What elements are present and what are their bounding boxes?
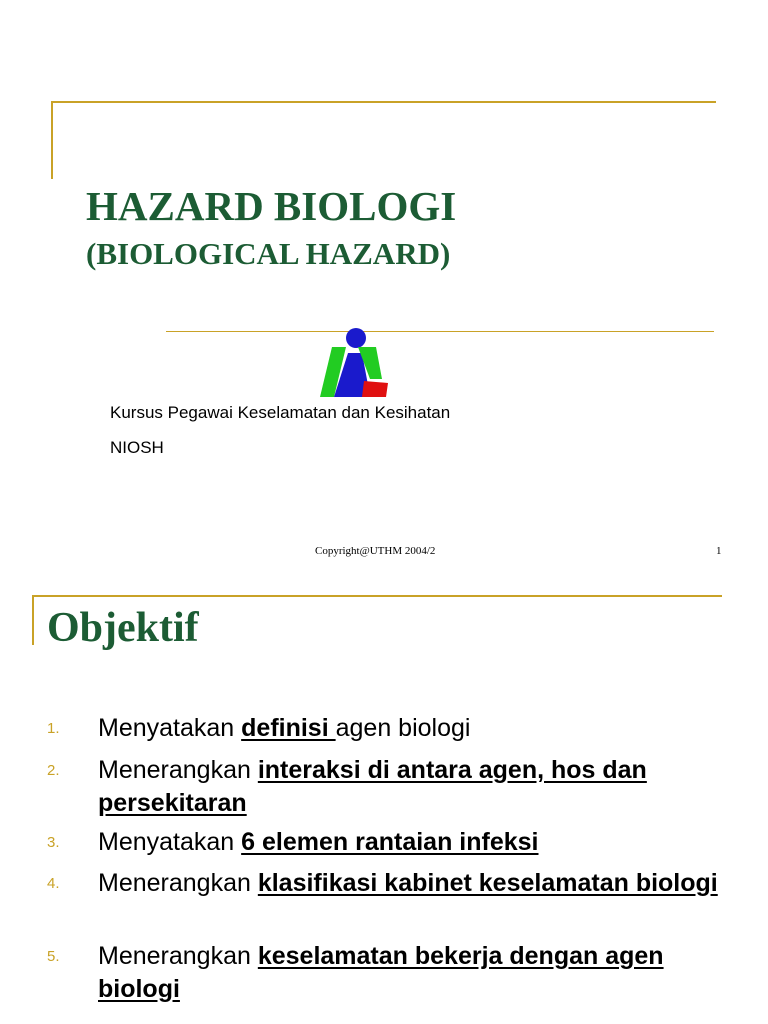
left-rule	[32, 595, 34, 645]
item-prefix: Menyatakan	[98, 714, 242, 742]
item-text	[98, 754, 738, 820]
item-prefix: Menerangkan	[98, 869, 258, 897]
logo-blue-dot	[346, 328, 366, 348]
item-number: 1.	[47, 720, 60, 737]
slide-subtitle: (BIOLOGICAL HAZARD)	[86, 236, 451, 271]
slide-title: Objektif	[47, 605, 199, 651]
item-keyword: definisi	[241, 714, 336, 742]
item-keyword: keselamatan bekerja dengan agen biologi	[98, 942, 664, 1003]
item-keyword: 6 elemen rantaian infeksi	[241, 828, 539, 856]
copyright-footer: Copyright@UTHM 2004/2	[315, 545, 436, 557]
left-rule	[51, 101, 53, 179]
item-number: 5.	[47, 948, 60, 965]
course-name: Kursus Pegawai Keselamatan dan Kesihatan	[110, 403, 451, 422]
item-prefix: Menerangkan	[98, 942, 258, 970]
organization-name: NIOSH	[110, 438, 164, 457]
item-text	[98, 867, 738, 900]
objectives-slide	[0, 580, 768, 1024]
middle-rule	[166, 331, 714, 332]
item-keyword: interaksi di antara agen, hos dan persekitaran	[98, 756, 647, 817]
item-text	[98, 826, 738, 859]
item-number: 2.	[47, 762, 60, 779]
item-keyword: klasifikasi kabinet keselamatan biologi	[257, 869, 718, 897]
top-rule	[32, 595, 722, 597]
item-text	[98, 940, 738, 1006]
page-number: 1	[716, 545, 722, 557]
item-prefix: Menyatakan	[98, 828, 242, 856]
niosh-logo	[310, 325, 392, 401]
top-rule	[51, 101, 716, 103]
slide-title: HAZARD BIOLOGI	[86, 183, 457, 229]
item-prefix: Menerangkan	[98, 756, 258, 784]
item-number: 4.	[47, 875, 60, 892]
item-text	[98, 712, 738, 745]
item-suffix: agen biologi	[335, 714, 471, 742]
logo-red-foot	[362, 381, 388, 397]
item-number: 3.	[47, 834, 60, 851]
